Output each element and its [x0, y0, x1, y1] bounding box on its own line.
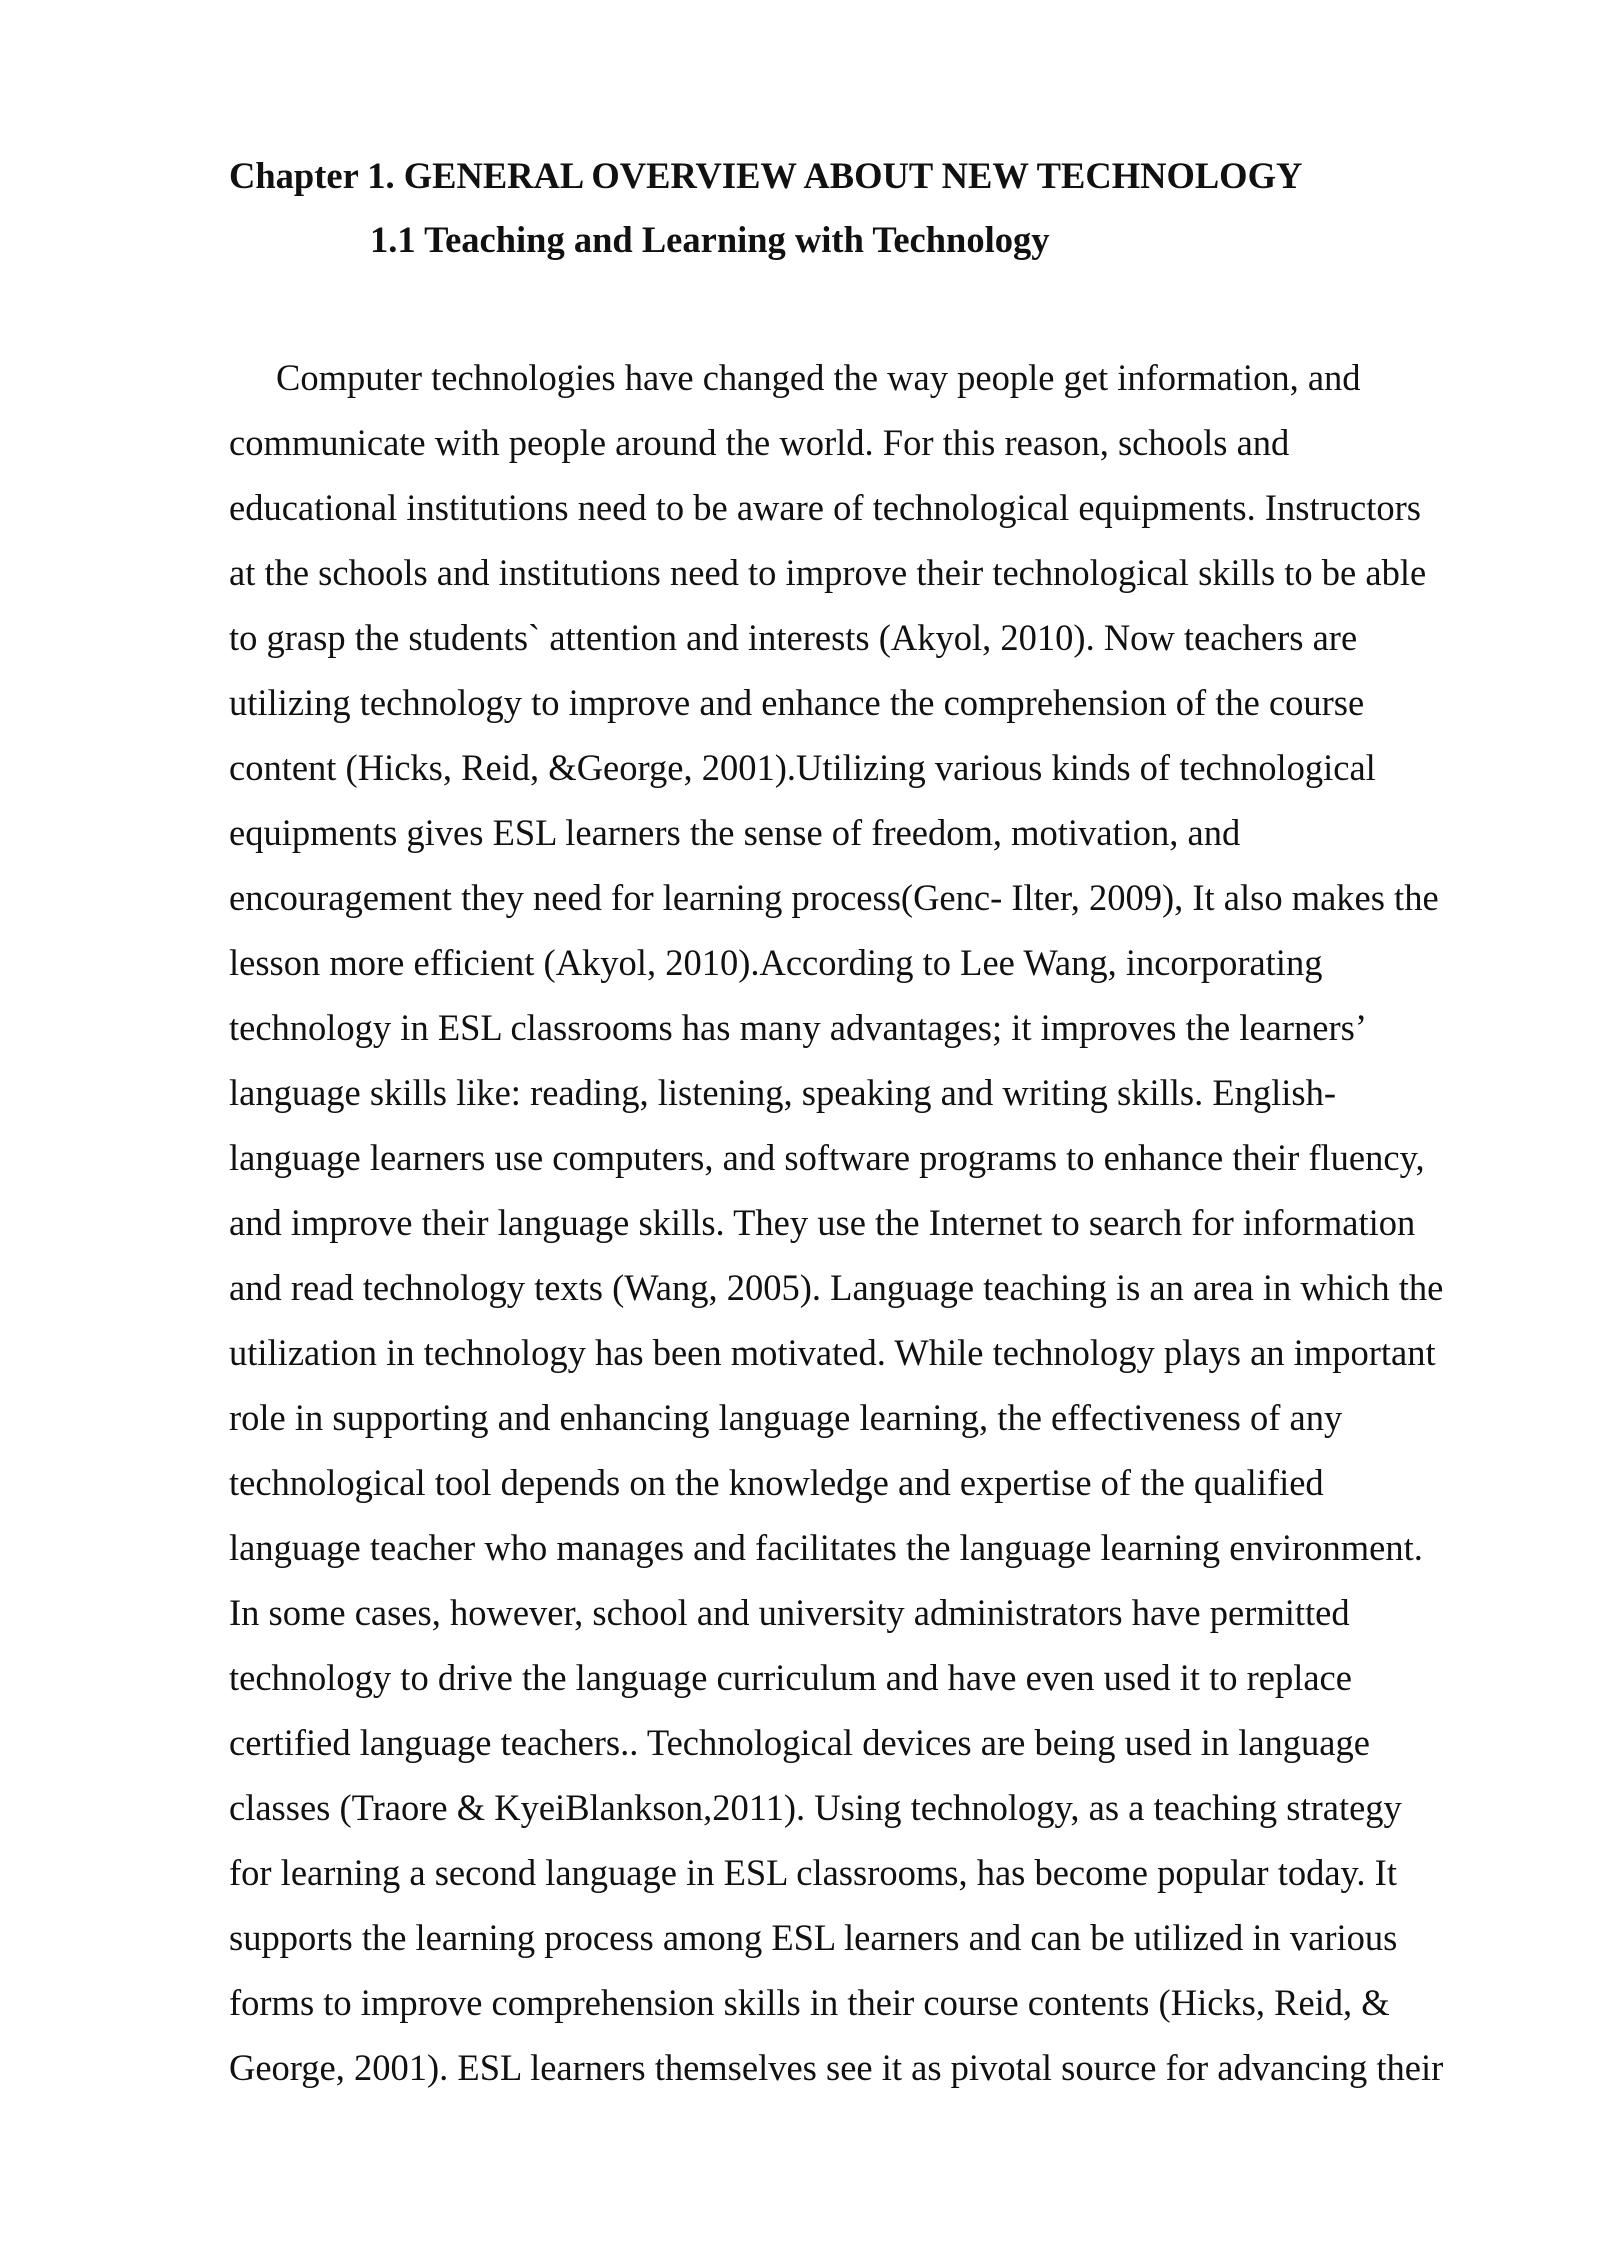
- paragraph-line: certified language teachers.. Technological devices are being used in language: [229, 1722, 1370, 1763]
- paragraph-line: language skills like: reading, listening, speaking and writing skills. English-: [229, 1072, 1337, 1113]
- paragraph-line: to grasp the students` attention and interests (Akyol, 2010). Now teachers are: [229, 617, 1358, 658]
- paragraph-line: classes (Traore & KyeiBlankson,2011). Using technology, as a teaching strategy: [229, 1787, 1402, 1828]
- paragraph-line: and improve their language skills. They use the Internet to search for information: [229, 1202, 1416, 1243]
- chapter-title: Chapter 1. GENERAL OVERVIEW ABOUT NEW TECHNOLOGY: [229, 155, 1303, 196]
- body-paragraph: [229, 345, 1529, 2100]
- paragraph-line: role in supporting and enhancing language learning, the effectiveness of any: [229, 1397, 1343, 1438]
- paragraph-line: forms to improve comprehension skills in their course contents (Hicks, Reid, &: [229, 1982, 1390, 2023]
- paragraph-line: lesson more efficient (Akyol, 2010).According to Lee Wang, incorporating: [229, 942, 1323, 983]
- paragraph-line: encouragement they need for learning process(Genc- Ilter, 2009), It also makes the: [229, 877, 1439, 918]
- paragraph-line: at the schools and institutions need to improve their technological skills to be able: [229, 552, 1427, 593]
- paragraph-line: technological tool depends on the knowledge and expertise of the qualified: [229, 1462, 1324, 1503]
- section-title: 1.1 Teaching and Learning with Technology: [370, 219, 1050, 260]
- paragraph-line: supports the learning process among ESL learners and can be utilized in various: [229, 1917, 1398, 1958]
- paragraph-line: George, 2001). ESL learners themselves see it as pivotal source for advancing their: [229, 2047, 1444, 2088]
- paragraph-line: technology in ESL classrooms has many advantages; it improves the learners’: [229, 1007, 1367, 1048]
- paragraph-line: for learning a second language in ESL classrooms, has become popular today. It: [229, 1852, 1397, 1893]
- paragraph-line: language learners use computers, and software programs to enhance their fluency,: [229, 1137, 1425, 1178]
- paragraph-line: and read technology texts (Wang, 2005). Language teaching is an area in which the: [229, 1267, 1444, 1308]
- paragraph-line: technology to drive the language curriculum and have even used it to replace: [229, 1657, 1352, 1698]
- paragraph-line: communicate with people around the world. For this reason, schools and: [229, 422, 1290, 463]
- paragraph-line: In some cases, however, school and university administrators have permitted: [229, 1592, 1350, 1633]
- paragraph-line: utilizing technology to improve and enhance the comprehension of the course: [229, 682, 1365, 723]
- paragraph-line: utilization in technology has been motivated. While technology plays an important: [229, 1332, 1436, 1373]
- paragraph-line: content (Hicks, Reid, &George, 2001).Utilizing various kinds of technological: [229, 747, 1376, 788]
- paragraph-line: Computer technologies have changed the way people get information, and: [276, 357, 1361, 398]
- paragraph-line: equipments gives ESL learners the sense of freedom, motivation, and: [229, 812, 1241, 853]
- paragraph-line: language teacher who manages and facilitates the language learning environment.: [229, 1527, 1423, 1568]
- paragraph-line: educational institutions need to be aware of technological equipments. Instructors: [229, 487, 1421, 528]
